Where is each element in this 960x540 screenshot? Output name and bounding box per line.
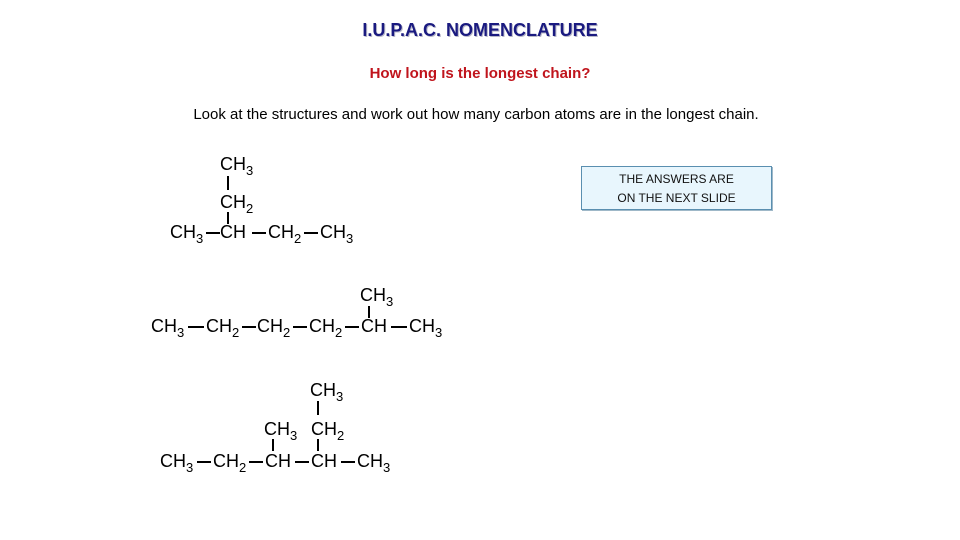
s1-bond-2: [252, 232, 266, 234]
s3-bond-right: [317, 439, 319, 451]
s2-bond-5: [391, 326, 407, 328]
s2-chain-group-4: $CH_2$: [309, 316, 343, 340]
s2-bond-2: [242, 326, 256, 328]
slide-title: I.U.P.A.C. NOMENCLATURE: [362, 20, 598, 40]
s1-middle-group: $CH_2$: [220, 192, 254, 216]
s3-chain-group-2: $CH_2$: [213, 451, 247, 475]
s3-bond-left: [272, 439, 274, 451]
s2-bond-3: [293, 326, 307, 328]
s2-bond-4: [345, 326, 359, 328]
s3-chain-group-1: $CH_3$: [160, 451, 194, 475]
s3-middle-left-group: $CH_3$: [264, 419, 298, 443]
s2-chain-group-5: CH: [361, 316, 387, 336]
s2-chain-group-1: $CH_3$: [151, 316, 185, 340]
s3-bond-top: [317, 401, 319, 415]
answers-note-line1: THE ANSWERS ARE: [619, 172, 734, 186]
s3-middle-right-group: $CH_2$: [311, 419, 345, 443]
s3-bond-2: [249, 461, 263, 463]
s1-chain-group-2: CH: [220, 222, 246, 242]
s1-bond-1: [206, 232, 220, 234]
s2-chain-group-2: $CH_2$: [206, 316, 240, 340]
s3-top-group: $CH_3$: [310, 380, 344, 404]
s1-chain-group-4: $CH_3$: [320, 222, 354, 246]
s1-bond-3: [304, 232, 318, 234]
s3-bond-3: [295, 461, 309, 463]
s3-bond-4: [341, 461, 355, 463]
slide-subtitle: How long is the longest chain?: [369, 65, 591, 82]
s2-chain-group-6: $CH_3$: [409, 316, 443, 340]
s3-bond-1: [197, 461, 211, 463]
s1-bond-top: [227, 176, 229, 190]
s1-chain-group-1: $CH_3$: [170, 222, 204, 246]
answers-note-box: [581, 166, 772, 210]
s1-top-group: $CH_3$: [220, 154, 254, 178]
s3-chain-group-5: $CH_3$: [357, 451, 391, 475]
s2-branch-group: $CH_3$: [360, 285, 394, 309]
s3-chain-group-4: CH: [311, 451, 337, 471]
s3-chain-group-3: CH: [265, 451, 291, 471]
instruction-text: Look at the structures and work out how many carbon atoms are in the longest chain.: [193, 106, 759, 123]
s1-chain-group-3: $CH_2$: [268, 222, 302, 246]
s2-bond-1: [188, 326, 204, 328]
answers-note-line2: ON THE NEXT SLIDE: [617, 191, 736, 205]
s2-chain-group-3: $CH_2$: [257, 316, 291, 340]
